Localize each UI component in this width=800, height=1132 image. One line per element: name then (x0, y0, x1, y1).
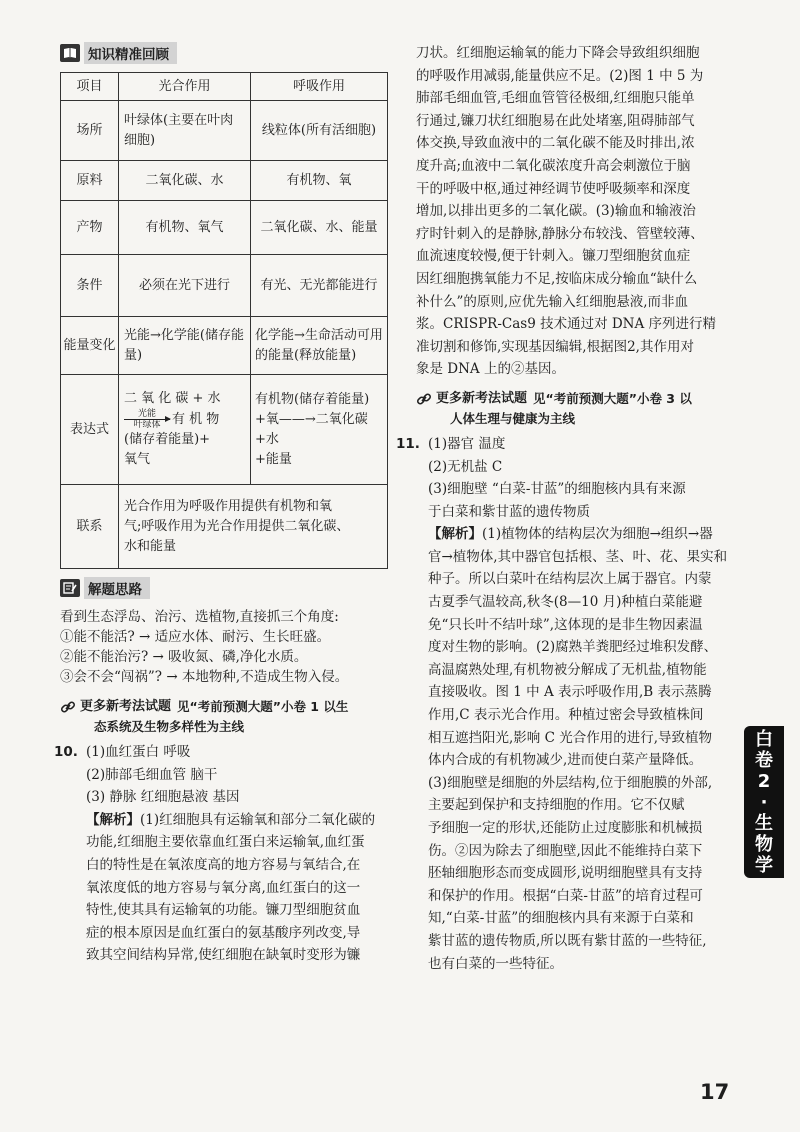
link-icon (416, 391, 432, 407)
side-tab-char: 学 (755, 854, 773, 876)
table-header-row (61, 73, 388, 101)
analysis-line: 浆。CRISPR-Cas9 技术通过对 DNA 序列进行精 (416, 316, 717, 333)
question-11 (396, 433, 740, 975)
knowledge-review-header (60, 42, 388, 64)
more-questions-2 (410, 389, 740, 429)
resp-expr-line: +能量 (255, 451, 292, 467)
thinking-line: 看到生态浮岛、治污、选植物,直接抓三个角度: (60, 609, 339, 625)
more-questions-1 (60, 697, 388, 737)
analysis-line: 功能,红细胞主要依靠血红蛋白来运输氧,血红蛋 (86, 834, 365, 851)
analysis-line: 知,“白菜-甘蓝”的细胞核内具有来源于白菜和 (428, 910, 694, 927)
thinking-line: ②能不能治污? → 吸收氮、磷,净化水质。 (60, 649, 308, 665)
analysis-line: 增加,以排出更多的二氧化碳。(3)输血和输液治 (416, 203, 696, 220)
arrow-condition-top: 光能 (137, 409, 156, 419)
analysis-line: 准切割和修饰,实现基因编辑,根据图2,其作用对 (416, 338, 694, 355)
resp-expr-line: +氧——→二氧化碳+水 (255, 411, 368, 447)
side-tab-label (744, 726, 784, 878)
photo-cell: 光能→化学能(储存能量) (119, 317, 251, 375)
table-header: 呼吸作用 (251, 73, 388, 101)
more-questions-ref: 见“考前预测大题”小卷 1 以生 (177, 699, 349, 714)
resp-expr-line: 有机物(储存着能量) (255, 391, 370, 407)
answer-line: 于白菜和紫甘蓝的遗传物质 (428, 503, 590, 520)
table-row (61, 375, 388, 485)
analysis-line: 体内合成的有机物减少,进而使白菜产量降低。 (428, 752, 703, 769)
reaction-arrow (124, 409, 170, 430)
analysis-line: 胚轴细胞形态而变成圆形,说明细胞壁具有支持 (428, 865, 703, 882)
comparison-table (60, 72, 388, 569)
analysis-tag: 【解析】 (428, 526, 482, 543)
knowledge-review-title: 知识精准回顾 (84, 42, 177, 64)
analysis-line: 白的特性是在氧浓度高的地方容易与氧结合,在 (86, 856, 361, 873)
row-item: 表达式 (61, 375, 119, 485)
thinking-line: ③会不会“闯祸”? → 本地物种,不造成生物入侵。 (60, 669, 349, 685)
analysis-line: 紫甘蓝的遗传物质,所以既有紫甘蓝的一些特征, (428, 932, 707, 949)
photo-expression (119, 375, 251, 485)
answer-line: (3)细胞壁 “白菜-甘蓝”的细胞核内具有来源 (428, 481, 686, 498)
analysis-line: 度对生物的影响。(2)腐熟羊粪肥经过堆积发酵、 (428, 639, 718, 656)
question-number: 11. (396, 435, 420, 452)
table-row (61, 255, 388, 317)
relation-line: 水和能量 (124, 538, 177, 554)
side-tab-char: · (760, 791, 768, 813)
answer-line: (3) 静脉 红细胞悬液 基因 (86, 789, 240, 806)
photo-expr-line: 二 氧 化 碳 + 水 (124, 391, 221, 406)
row-item: 场所 (61, 101, 119, 161)
thinking-body (60, 607, 388, 687)
side-tab-char: 生 (755, 812, 773, 834)
arrow-icon (124, 419, 170, 420)
more-questions-title: 更多新考法试题 (80, 699, 172, 714)
table-row (61, 317, 388, 375)
photo-expr-reaction (124, 409, 245, 430)
answer-line: (2)肺部毛细血管 脑干 (86, 766, 218, 783)
analysis-line: 古夏季气温较高,秋冬(8—10 月)种植白菜能避 (428, 594, 703, 611)
arrow-condition-bottom: 叶绿体 (133, 420, 161, 430)
answer-line: (2)无机盐 C (428, 458, 503, 475)
analysis-line: 体交换,导致血液中的二氧化碳不能及时排出,浓 (416, 135, 695, 152)
analysis-line: 致其空间结构异常,使红细胞在缺氧时变形为镰 (86, 947, 361, 964)
table-row (61, 161, 388, 201)
analysis-line: 血流速度较慢,便于针刺入。镰刀型细胞贫血症 (416, 248, 691, 265)
side-tab-char: 物 (755, 833, 773, 855)
relation-line: 光合作用为呼吸作用提供有机物和氧 (124, 498, 333, 514)
more-questions-title: 更多新考法试题 (436, 390, 528, 406)
left-column (54, 42, 388, 967)
analysis (402, 523, 740, 975)
row-item: 原料 (61, 161, 119, 201)
pencil-note-icon (60, 579, 80, 597)
analysis-line: 度升高;血液中二氧化碳浓度升高会刺激位于脑 (416, 157, 691, 174)
table-row (61, 101, 388, 161)
analysis-line: 官→植物体,其中器官包括根、茎、叶、花、果实和 (428, 548, 728, 565)
question-10 (54, 741, 388, 967)
answer-line: (1)血红蛋白 呼吸 (86, 744, 191, 760)
row-item: 产物 (61, 201, 119, 255)
analysis-line: 特性,使其具有运输氧的功能。镰刀型细胞贫血 (86, 902, 361, 919)
resp-cell: 线粒体(所有活细胞) (251, 101, 388, 161)
page-number: 17 (700, 1080, 730, 1104)
analysis-line: (1)植物体的结构层次为细胞→组织→器 (482, 526, 713, 543)
more-questions-sub: 人体生理与健康为主线 (450, 410, 576, 426)
analysis-line: 种子。所以白菜叶在结构层次上属于器官。内蒙 (428, 571, 712, 588)
row-item: 条件 (61, 255, 119, 317)
photo-expr-line: (储存着能量)+ (124, 432, 211, 447)
question-10-continued (410, 42, 740, 381)
analysis-line: 高温腐熟处理,有机物被分解成了无机盐,植物能 (428, 661, 707, 678)
analysis-tag: 【解析】 (86, 811, 140, 828)
analysis-line: 相互遮挡阳光,影响 C 光合作用的进行,导致植物 (428, 729, 712, 746)
analysis-line: 肺部毛细血管,毛细血管管径极细,红细胞只能单 (416, 90, 695, 107)
photo-cell: 必须在光下进行 (119, 255, 251, 317)
analysis-line: 的呼吸作用减弱,能量供应不足。(2)图 1 中 5 为 (416, 67, 704, 84)
side-tab-char: 白 (755, 728, 773, 750)
analysis-line: 直接吸收。图 1 中 A 表示呼吸作用,B 表示蒸腾 (428, 684, 712, 701)
analysis-line: 象是 DNA 上的②基因。 (416, 361, 565, 378)
analysis-line: 疗时针刺入的是静脉,静脉分布较浅、管壁较薄、 (416, 225, 704, 242)
question-number: 10. (54, 744, 78, 760)
analysis-line: 氧浓度低的地方容易与氧分离,血红蛋白的这一 (86, 879, 361, 896)
analysis-line: 刀状。红细胞运输氧的能力下降会导致组织细胞 (416, 45, 700, 61)
thinking-line: ①能不能活? → 适应水体、耐污、生长旺盛。 (60, 629, 331, 645)
analysis-line: 和保护的作用。根据“白菜-甘蓝”的培育过程可 (428, 887, 703, 904)
resp-cell: 化学能→生命活动可用的能量(释放能量) (251, 317, 388, 375)
thinking-title: 解题思路 (84, 577, 150, 599)
link-icon (60, 699, 76, 715)
resp-cell: 二氧化碳、水、能量 (251, 201, 388, 255)
answer-line: (1)器官 温度 (428, 435, 506, 452)
analysis-line: 补什么”的原则,应优先输入红细胞悬液,而非血 (416, 293, 688, 310)
right-column (396, 42, 740, 975)
photo-expr-line: 氧气 (124, 452, 151, 467)
analysis-line: 也有白菜的一些特征。 (428, 955, 563, 972)
row-item: 能量变化 (61, 317, 119, 375)
analysis-line: 予细胞一定的形状,还能防止过度膨胀和机械损 (428, 820, 703, 836)
resp-cell: 有机物、氧 (251, 161, 388, 201)
resp-expression (251, 375, 388, 485)
analysis-line: (3)细胞壁是细胞的外层结构,位于细胞膜的外部, (428, 774, 713, 791)
analysis-line: 因红细胞携氧能力不足,按临床成分输血“缺什么 (416, 270, 698, 287)
side-tab-char: 卷 (755, 749, 773, 771)
analysis-line: 症的根本原因是血红蛋白的氨基酸序列改变,导 (86, 924, 361, 941)
analysis-line: 主要起到保护和支持细胞的作用。它不仅赋 (428, 797, 685, 814)
book-icon (60, 44, 80, 62)
analysis-line: 干的呼吸中枢,通过神经调节使呼吸频率和深度 (416, 180, 691, 197)
analysis-line: (1)红细胞具有运输氧和部分二氧化碳的 (140, 811, 376, 828)
analysis-line: 行通过,镰刀状红细胞易在此处堵塞,阻碍肺部气 (416, 112, 695, 129)
resp-cell: 有光、无光都能进行 (251, 255, 388, 317)
photo-cell: 二氧化碳、水 (119, 161, 251, 201)
side-tab-char: 2 (757, 770, 771, 792)
row-item: 联系 (61, 485, 119, 569)
analysis (60, 809, 388, 967)
more-questions-sub: 态系统及生物多样性为主线 (94, 719, 245, 734)
analysis-line: 伤。②因为除去了细胞壁,因此不能维持白菜下 (428, 842, 703, 859)
thinking-header (60, 577, 388, 599)
photo-cell: 有机物、氧气 (119, 201, 251, 255)
table-row (61, 201, 388, 255)
table-row (61, 485, 388, 569)
relation-line: 气;呼吸作用为光合作用提供二氧化碳、 (124, 518, 350, 534)
table-header: 项目 (61, 73, 119, 101)
table-header: 光合作用 (119, 73, 251, 101)
analysis-line: 作用,C 表示光合作用。种植过密会导致植株间 (428, 707, 704, 724)
analysis-line: 免“只长叶不结叶球”,这体现的是非生物因素温 (428, 616, 703, 633)
photo-expr-product: 有 机 物 (172, 411, 220, 427)
photo-cell: 叶绿体(主要在叶肉细胞) (119, 101, 251, 161)
relation-cell (119, 485, 388, 569)
more-questions-ref: 见“考前预测大题”小卷 3 以 (533, 390, 692, 406)
